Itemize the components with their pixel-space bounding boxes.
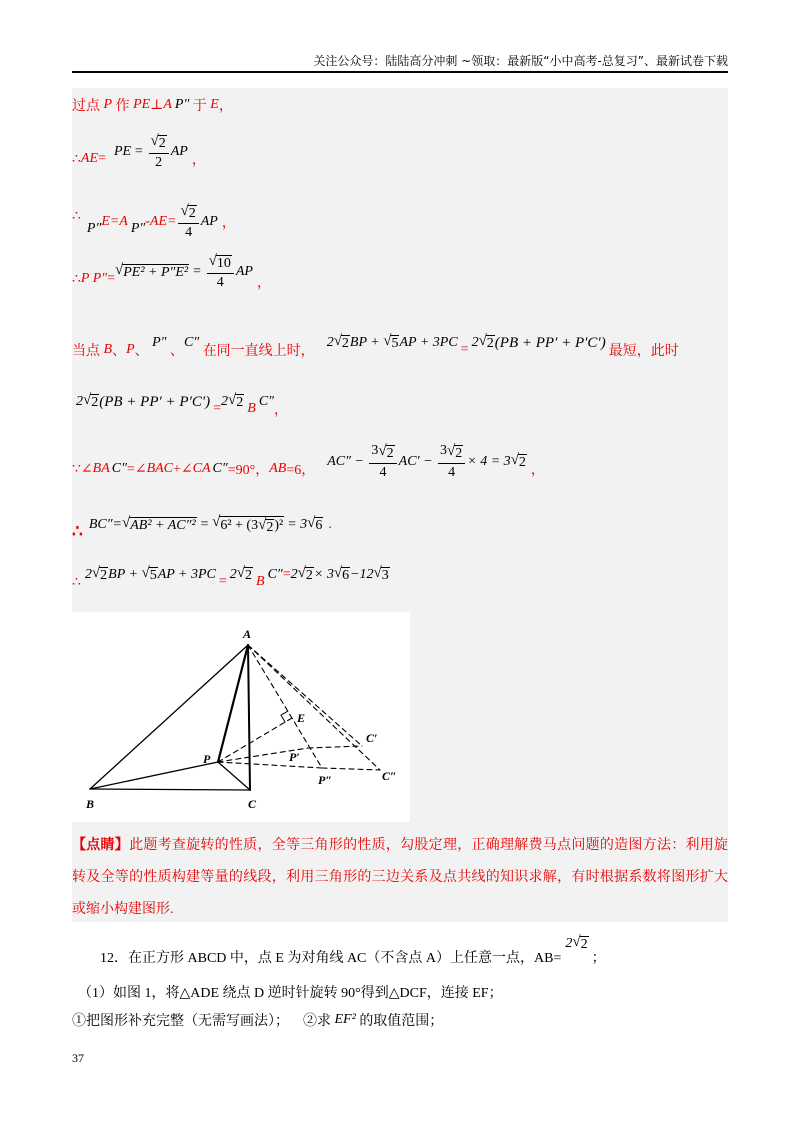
red-text: = [282, 567, 291, 582]
radical-sign: √ [297, 565, 306, 582]
math-term: P″ [86, 221, 102, 236]
solution-line-7 [72, 440, 545, 484]
red-text: +∠ [173, 461, 193, 477]
radical-sign: √ [478, 333, 487, 350]
math-term: C″ [212, 461, 228, 476]
radicand: 2 [245, 568, 253, 584]
solution-line-5 [72, 325, 679, 361]
label-B: B [86, 797, 95, 811]
red-text: ， [256, 276, 271, 291]
radicand: 2 [266, 519, 274, 535]
page-header: 关注公众号：陆陆高分冲刺 ~领取：最新版“小中高考-总复习”、最新试卷下载 [313, 54, 728, 68]
red-text: 、 [134, 344, 153, 359]
radical [383, 333, 399, 352]
math-term: AC′ − [398, 454, 437, 469]
red-text: ∴ [72, 522, 83, 541]
red-variable: -AE= [145, 214, 177, 229]
radicand-part: )² [274, 517, 284, 533]
red-text: 、 [112, 344, 127, 359]
radical-sign: √ [180, 202, 189, 219]
red-variable: P [103, 97, 113, 112]
radical-sign: √ [307, 515, 316, 532]
math-term: 2 [326, 335, 334, 350]
red-text: 最短，此时 [608, 344, 679, 359]
radical [378, 443, 394, 462]
radicand: 2 [580, 937, 588, 953]
label-C-double-prime: C″ [382, 769, 397, 783]
math-term: AP [200, 214, 218, 229]
red-variable: P P″ [80, 271, 108, 286]
page-number: 37 [72, 1051, 84, 1065]
radicand: 2 [236, 395, 244, 411]
radical [258, 517, 274, 536]
math-term: 2 [229, 567, 237, 582]
red-text: ⊥ [150, 97, 164, 113]
radicand: 3 [381, 568, 389, 584]
header-rule [72, 71, 728, 73]
fraction [369, 443, 396, 482]
red-text: = [98, 151, 106, 166]
geometry-figure [72, 612, 410, 822]
solution-line-6 [72, 384, 288, 420]
red-text: ， [191, 153, 206, 168]
radical [374, 565, 390, 584]
radical [92, 565, 108, 584]
radical [511, 452, 527, 471]
radical [212, 514, 284, 536]
key-point-text: 或缩小构建图形. [72, 902, 174, 917]
red-variable: AB [269, 461, 287, 476]
red-text: ∵∠ [72, 461, 93, 477]
red-text: ， [274, 403, 289, 418]
segment-AC2-dashed [248, 645, 380, 770]
radicand: 2 [158, 135, 166, 151]
fraction-denominator: 4 [448, 464, 456, 480]
radicand-part: 6² + (3 [220, 517, 259, 533]
math-term: C″ [258, 394, 275, 409]
label-C-prime: C′ [366, 731, 378, 745]
math-term: AP [170, 144, 188, 159]
radical-sign: √ [141, 565, 150, 582]
subpart-2-text: 的取值范围； [355, 1014, 444, 1029]
label-A: A [243, 627, 252, 641]
solution-line-1 [72, 95, 233, 115]
radical-sign: √ [228, 392, 237, 409]
radicand: 6 [315, 518, 323, 534]
radical [298, 565, 314, 584]
math-term: P″ [152, 335, 167, 350]
key-point-line-1 [72, 830, 728, 862]
fraction-denominator: 2 [155, 154, 163, 170]
label-P: P [203, 752, 211, 766]
red-text: ， [530, 463, 545, 478]
math-term: C″ [267, 567, 283, 582]
radical [180, 203, 196, 222]
figure-drawing [72, 612, 410, 822]
red-variable: B [256, 574, 265, 589]
question-text: ； [591, 951, 606, 966]
red-text: 过点 [72, 99, 104, 114]
radical-sign: √ [83, 392, 92, 409]
math-term: EF² [334, 1012, 356, 1027]
radicand: 2 [305, 568, 313, 584]
fraction-numerator [369, 443, 396, 464]
math-term: (PB + PP′ + P′C′) [494, 334, 606, 351]
segment-PE-dashed [218, 718, 292, 762]
math-operator: = [134, 144, 144, 159]
radical [151, 133, 167, 152]
radicand: 6 [342, 568, 350, 584]
radical-sign: √ [378, 442, 387, 459]
red-variable: P [126, 342, 135, 357]
radical-sign: √ [212, 513, 221, 530]
radicand: 2 [386, 445, 394, 461]
solution-line-3 [72, 200, 236, 244]
red-variable: E [210, 97, 219, 112]
math-term: (PB + PP′ + P′C′) [99, 393, 211, 410]
math-operator: = [192, 264, 202, 279]
segment-AP2-dashed [248, 645, 322, 768]
solution-line-9 [72, 556, 390, 594]
math-term: = 3 [287, 517, 308, 532]
math-term: 2 [290, 567, 298, 582]
label-C: C [248, 797, 257, 811]
math-term: AP + 3PC [157, 567, 216, 582]
fraction-numerator [178, 203, 198, 224]
coefficient: 3 [440, 442, 448, 458]
solution-line-8 [72, 505, 332, 545]
solution-line-2 [72, 130, 206, 174]
radical [572, 934, 588, 953]
red-text: =6， [286, 463, 316, 478]
red-variable: PE [133, 97, 151, 112]
radical [334, 565, 350, 584]
red-variable: AE [80, 151, 99, 166]
label-E: E [297, 711, 306, 725]
radicand: 5 [149, 568, 157, 584]
math-term: BC″= [88, 517, 122, 532]
subpart-2-text: ②求 [303, 1014, 335, 1029]
radical [479, 333, 495, 352]
radical [228, 392, 244, 411]
segment-P1C1-dashed [308, 746, 362, 748]
fraction [207, 253, 234, 292]
radicand: 10 [216, 255, 231, 271]
fraction [149, 133, 169, 172]
radicand: 2 [341, 336, 349, 352]
red-text: = [460, 342, 469, 357]
radical-sign: √ [115, 262, 124, 279]
math-term: C″ [111, 461, 127, 476]
red-variable: BAC [146, 461, 174, 476]
math-term: −12 [350, 567, 374, 582]
red-variable: E=A [101, 214, 128, 229]
red-variable: B [247, 401, 256, 416]
fraction-numerator [438, 443, 465, 464]
radical-sign: √ [333, 565, 343, 582]
math-term: 2 [221, 394, 229, 409]
math-term: P″ [174, 97, 190, 112]
red-variable: CA [192, 461, 211, 476]
red-text: 、 [166, 344, 185, 359]
fraction-numerator [207, 253, 234, 274]
question-text: 12．在正方形 ABCD 中，点 E 为对角线 AC（不含点 A）上任意一点，AB= [100, 951, 562, 966]
radical [447, 443, 463, 462]
fraction [438, 443, 465, 482]
math-term: BP + [108, 567, 142, 582]
math-term: BP + [349, 335, 384, 350]
segment-PP2-dashed [218, 762, 322, 768]
radical-sign: √ [122, 515, 131, 532]
radical-sign: √ [510, 452, 519, 469]
radical-sign: √ [373, 565, 382, 582]
red-text: . [328, 517, 332, 532]
fraction-denominator: 4 [216, 274, 224, 290]
right-angle-mark [281, 711, 288, 722]
radical-sign: √ [258, 516, 267, 533]
segment-P2C2-dashed [322, 768, 380, 770]
key-point-line-3 [72, 894, 728, 926]
radicand: 2 [91, 395, 99, 411]
radicand: 2 [518, 455, 526, 471]
math-term: P″ [130, 221, 146, 236]
coefficient: 3 [371, 442, 379, 458]
fraction-numerator [149, 133, 169, 154]
radicand: 2 [188, 205, 196, 221]
question-part-1 [78, 980, 503, 1004]
segment-AC [248, 645, 250, 790]
radical-sign: √ [572, 934, 581, 951]
radical-sign: √ [447, 442, 456, 459]
red-variable: A [163, 97, 172, 112]
red-text: = [218, 574, 227, 589]
question-subparts [72, 1008, 443, 1032]
math-term: 2 [565, 936, 573, 951]
label-P-prime: P′ [289, 750, 300, 764]
red-text: 作 [112, 99, 134, 114]
radical-sign: √ [236, 565, 246, 582]
math-term: AP [235, 264, 253, 279]
segment-AP [218, 645, 248, 762]
math-term: × 4 = 3 [467, 454, 511, 469]
red-text: ∴ [72, 271, 81, 287]
radical [83, 392, 99, 411]
red-text: =90°， [227, 463, 270, 478]
math-term: 2 [76, 394, 83, 409]
fraction [178, 203, 198, 242]
segment-PC [218, 762, 250, 790]
fraction-denominator: 4 [185, 224, 193, 240]
red-text: 当点 [72, 344, 104, 359]
key-point-text: 转及全等的性质构建等量的线段，利用三角形的三边关系及点共线的知识求解，有时根据系数将图形扩大 [72, 870, 728, 885]
red-text: ∴ [72, 208, 81, 224]
red-text: 在同一直线上时， [199, 344, 315, 359]
math-operator: = [199, 517, 210, 532]
math-term: C″ [184, 335, 200, 350]
key-point-line-2 [72, 862, 728, 894]
fraction-denominator: 4 [379, 464, 387, 480]
red-text: =∠ [126, 461, 147, 477]
radical-sign: √ [208, 252, 217, 269]
radical [237, 565, 253, 584]
red-variable: BA [92, 461, 110, 476]
radicand: PE² + P″E² [123, 265, 189, 281]
red-text: ∴ [72, 574, 81, 590]
radicand: 2 [100, 568, 108, 584]
segment-AC1-dashed [248, 645, 362, 746]
math-term: AC″ − [327, 454, 368, 469]
radical-sign: √ [383, 333, 392, 350]
red-text: 于 [189, 99, 211, 114]
radicand: 2 [486, 336, 494, 352]
radicand: 5 [391, 336, 399, 352]
radical-sign: √ [333, 333, 342, 350]
red-text: ∴ [72, 151, 81, 167]
radical [141, 565, 157, 584]
math-term: AP + 3PC [399, 335, 458, 350]
math-term: 2 [84, 567, 92, 582]
radical [307, 515, 323, 534]
radical-sign: √ [150, 132, 159, 149]
solution-line-4 [72, 252, 271, 292]
radicand [219, 516, 284, 536]
key-point-text: 此题考查旋转的性质，全等三角形的性质，勾股定理，正确理解费马点问题的造图方法：利用旋 [129, 838, 729, 853]
radical [334, 333, 350, 352]
radical [209, 253, 232, 272]
key-point-label: 【点睛】 [72, 838, 130, 853]
math-term: × 3 [313, 567, 334, 582]
segment-BP [90, 762, 218, 789]
subpart-1: ①把图形补充完整（无需写画法）； [72, 1014, 289, 1029]
radical [122, 515, 197, 534]
radical [115, 262, 189, 281]
question-text: （1）如图 1，将△ADE 绕点 D 逆时针旋转 90°得到△DCF，连接 EF； [78, 986, 503, 1001]
red-variable: B [103, 342, 113, 357]
question-12-stem [100, 930, 606, 970]
red-text: = [213, 401, 222, 416]
math-term: 2 [471, 335, 479, 350]
radicand: 2 [455, 445, 463, 461]
math-term: PE [113, 144, 132, 159]
red-text: ， [221, 216, 236, 231]
label-P-double-prime: P″ [318, 773, 332, 787]
radicand: AB² + AC″² [130, 518, 196, 534]
radical-sign: √ [91, 565, 101, 582]
segment-BC [90, 789, 250, 790]
red-text: ， [218, 99, 233, 114]
red-text: = [107, 271, 116, 286]
